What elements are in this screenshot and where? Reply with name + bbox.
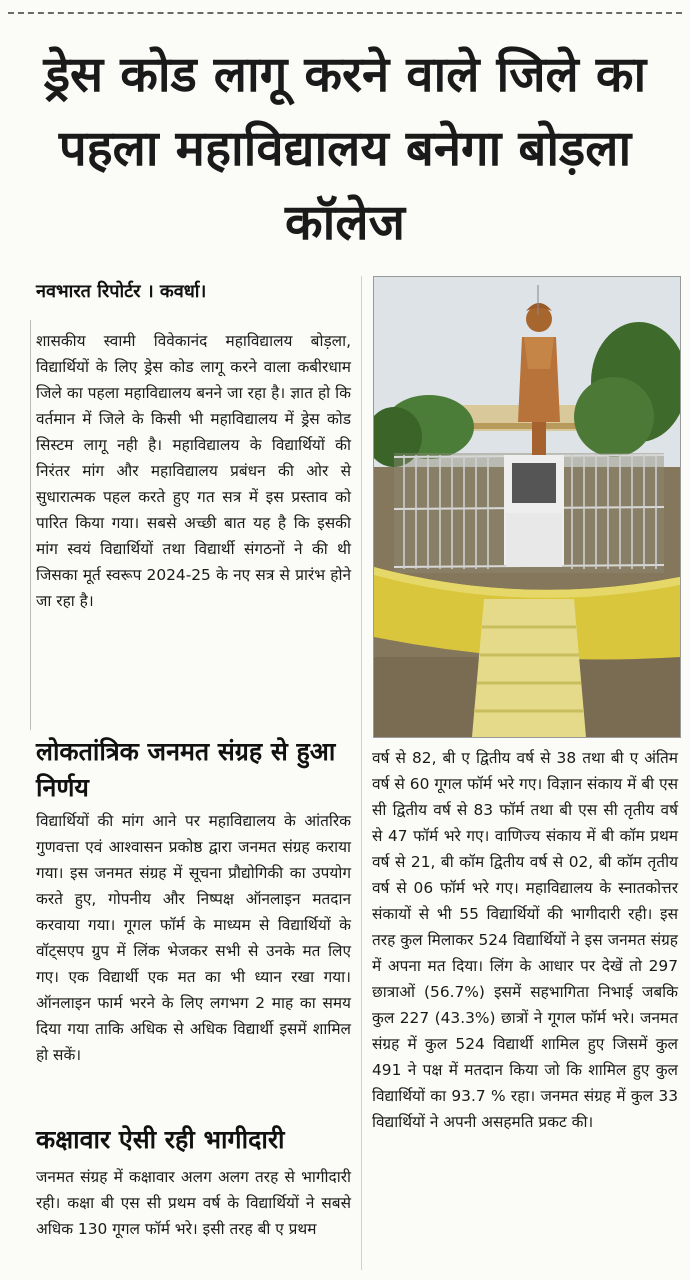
subhead-classwise-participation: कक्षावार ऐसी रही भागीदारी [36,1125,285,1154]
section1-paragraph: विद्यार्थियों की मांग आने पर महाविद्यालय के आंतरिक गुणवत्ता एवं आश्वासन प्रकोष्ठ द्वारा जनमत संग्रह कराया गया। इस जनमत संग्रह में सूचना प्रौद्योगिकी का उपयोग करते हुए, गोपनीय और निष्पक्ष ऑनलाइन मतदान करवाया गया। गूगल फॉर्म के माध्यम से विद्यार्थियों के वॉट्सएप ग्रुप में लिंक भेजकर सभी से उनके मत लिए गए। एक विद्यार्थी एक मत का भी ध्यान रखा गया। ऑनलाइन फार्म भरने के लिए लगभग 2 माह का समय दिया गया ताकि अधिक से अधिक विद्यार्थी इसमें शामिल हो सकें। [36,812,351,1064]
statue-photo-icon [374,277,680,737]
column-divider [361,276,362,1270]
top-dashed-rule [8,12,682,14]
subhead-democratic-referendum: लोकतांत्रिक जनमत संग्रह से हुआ निर्णय [36,737,336,802]
headline: ड्रेस कोड लागू करने वाले जिले का पहला महाविद्यालय बनेगा बोड़ला कॉलेज [43,46,647,251]
lead-paragraph: शासकीय स्वामी विवेकानंद महाविद्यालय बोड़ला, विद्यार्थियों के लिए ड्रेस कोड लागू करने वाला कबीरधाम जिले का पहला महाविद्यालय बनने जा रहा है। ज्ञात हो कि वर्तमान में जिले के किसी भी महाविद्यालय में ड्रेस कोड सिस्टम लागू नही है। महाविद्यालय के विद्यार्थियों की निरंतर मांग और महाविद्यालय प्रबंधन की ओर से सुधारात्मक पहल करते हुए गत सत्र में इस प्रस्ताव को पारित किया गया। सबसे अच्छी बात यह है कि इसकी मांग स्वयं विद्यार्थियों तथा विद्यार्थी संगठनों ने की थी जिसका मूर्त स्वरूप 2024-25 के नए सत्र से प्रारंभ होने जा रहा है। [36,332,351,610]
byline: नवभारत रिपोर्टर । कवर्धा। [36,281,207,302]
section2-paragraph-right: वर्ष से 82, बी ए द्वितीय वर्ष से 38 तथा बी ए अंतिम वर्ष से 60 गूगल फॉर्म भरे गए। विज्ञान संकाय में बी एस सी द्वितीय वर्ष से 83 फॉर्म तथा बी एस सी तृतीय वर्ष से 47 फॉर्म भरे गए। वाणिज्य संकाय में बी कॉम प्रथम वर्ष से 21, बी कॉम द्वितीय वर्ष से 02, बी कॉम तृतीय वर्ष से 06 फॉर्म भरे गए। महाविद्यालय के स्नातकोत्तर संकायों से भी 55 विद्यार्थियों की भागीदारी रही। इस तरह कुल मिलाकर 524 विद्यार्थियों ने इस जनमत संग्रह में अपना मत दिया। लिंग के आधार पर देखें तो 297 छात्राओं (56.7%) इसमें सहभागिता निभाई जबकि कुल 227 (43.3%) छात्रों ने गूगल फॉर्म भरे। जनमत संग्रह में कुल 524 विद्यार्थी शामिल हुए जिसमें कुल 491 ने पक्ष में मतदान किया जो कि शामिल हुए कुल विद्यार्थियों का 93.7 % रहा। जनमत संग्रह में कुल 33 विद्यार्थियों ने अपनी असहमति प्रकट की। [372,749,678,1131]
section2-paragraph-left: जनमत संग्रह में कक्षावार अलग अलग तरह से भागीदारी रही। कक्षा बी एस सी प्रथम वर्ष के विद्यार्थियों ने सबसे अधिक 130 गूगल फॉर्म भरे। इसी तरह बी ए प्रथम [36,1168,351,1238]
statue-photo [373,276,681,738]
